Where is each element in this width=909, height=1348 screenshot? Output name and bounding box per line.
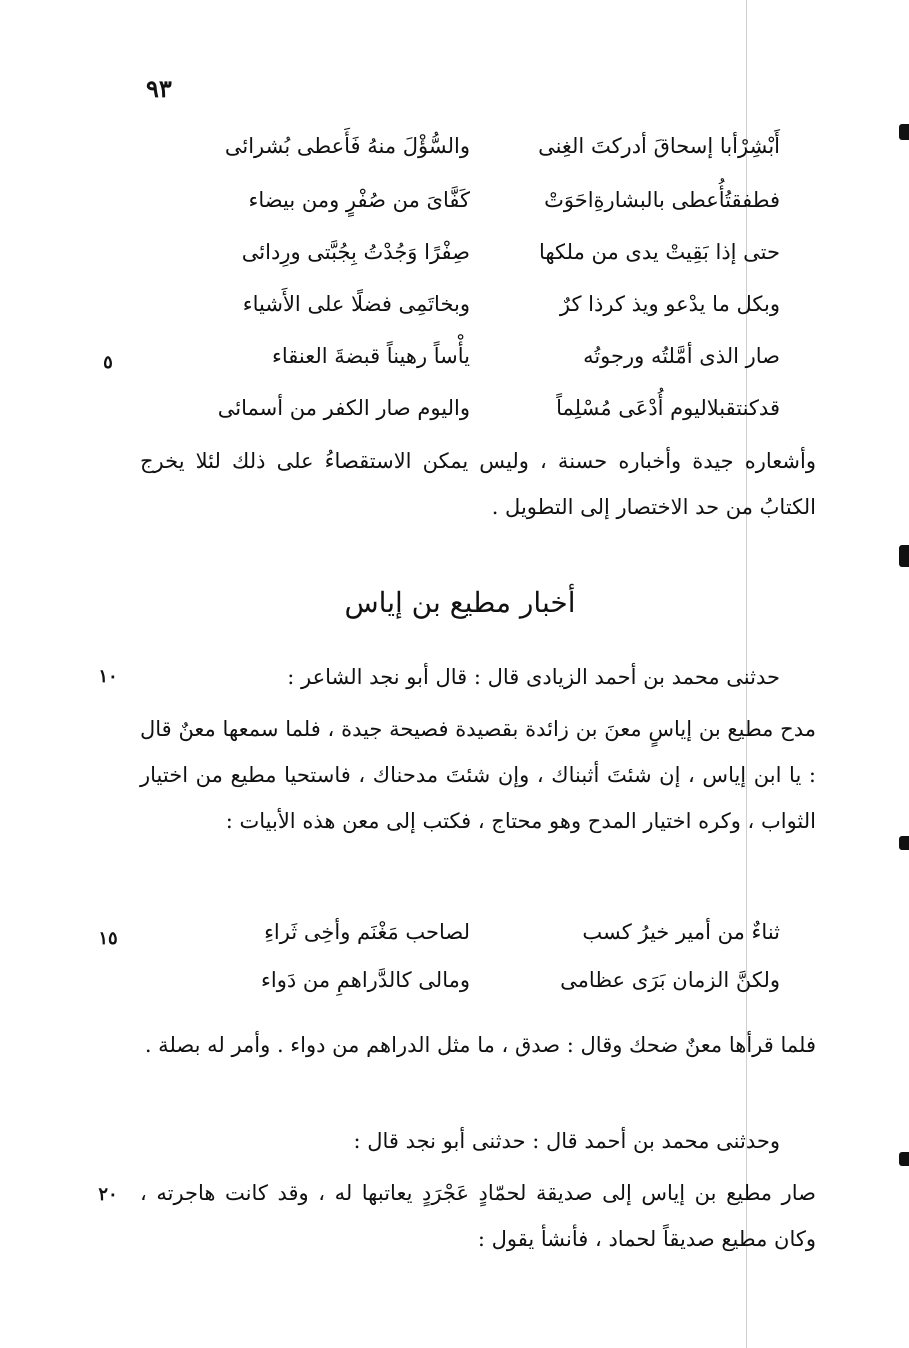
verse-first-hemistich: صار الذى أمَّلتُه ورجوتُه bbox=[583, 344, 780, 368]
verse-second-hemistich: وبخاتَمِى فضلًا على الأَشياء bbox=[242, 292, 470, 316]
verse-line bbox=[180, 396, 780, 436]
verse-line bbox=[180, 134, 780, 174]
verse-line bbox=[180, 292, 780, 332]
prose-paragraph: صار مطيع بن إياس إلى صديقة لحمّادٍ عَجْرَدٍ يعاتبها له ، وقد كانت هاجرته ، وكان مطيع صديقاً لحماد ، فأنشأ يقول : bbox=[140, 1181, 816, 1251]
verse-line bbox=[180, 188, 780, 228]
line-number: ٥ bbox=[103, 352, 113, 373]
line-number: ٢٠ bbox=[98, 1184, 118, 1205]
verse-first-hemistich: حتى إذا بَقِيتْ يدى من ملكها bbox=[538, 240, 780, 264]
section-title: أخبار مطيع بن إياس bbox=[344, 586, 576, 619]
verse-line bbox=[180, 344, 780, 384]
verse-line bbox=[180, 240, 780, 280]
verse-second-hemistich: يأْساً رهيناً قبضةَ العنقاء bbox=[272, 344, 470, 368]
verse-second-hemistich: ومالى كالدَّراهمِ من دَواء bbox=[261, 968, 470, 992]
prose-paragraph: فلما قرأها معنٌ ضحك وقال : صدق ، ما مثل الدراهم من دواء . وأمر له بصلة . bbox=[144, 1033, 816, 1057]
line-number: ١٥ bbox=[98, 928, 118, 949]
edge-blot bbox=[899, 545, 909, 567]
verse-line bbox=[180, 920, 780, 960]
verse-second-hemistich: لصاحب مَغْنَم وأخِى ثَراءِ bbox=[264, 920, 470, 944]
verse-second-hemistich: كَفَّاىَ من صُفْرٍ ومن بيضاء bbox=[248, 188, 470, 212]
verse-first-hemistich: فطفقتُأُعطى بالبشارةِاحَوَتْ bbox=[544, 188, 780, 212]
verse-second-hemistich: صِفْرًا وَجُدْتُ بِجُبَّتى ورِدائى bbox=[241, 240, 470, 264]
verse-first-hemistich: وبكل ما يدْعو ويذ كرذا كرٌ bbox=[559, 292, 780, 316]
verse-first-hemistich: ثناءٌ من أمير خيرُ كسب bbox=[582, 920, 780, 944]
verse-first-hemistich: أَبْشِرْأبا إسحاقَ أدركتَ الغِنى bbox=[538, 134, 780, 158]
edge-blot bbox=[899, 1152, 909, 1166]
page-number: ٩٣ bbox=[146, 74, 172, 103]
verse-second-hemistich: واليوم صار الكفر من أسمائى bbox=[217, 396, 470, 420]
verse-first-hemistich: قدكنتقبلاليوم أُدْعَى مُسْلِماً bbox=[556, 396, 780, 420]
verse-second-hemistich: والسُّؤْلَ منهُ فَأَعطى بُشرائى bbox=[224, 134, 470, 158]
line-number: ١٠ bbox=[98, 666, 118, 687]
verse-first-hemistich: ولكنَّ الزمان بَرَى عظامى bbox=[560, 968, 780, 992]
isnad-line: وحدثنى محمد بن أحمد قال : حدثنى أبو نجد قال : bbox=[353, 1129, 780, 1153]
edge-blot bbox=[899, 124, 909, 140]
prose-paragraph: وأشعاره جيدة وأخباره حسنة ، وليس يمكن الاستقصاءُ على ذلك لئلا يخرج الكتابُ من حد الاختصار إلى التطويل . bbox=[140, 449, 816, 519]
edge-blot bbox=[899, 836, 909, 850]
verse-line bbox=[180, 968, 780, 1008]
prose-paragraph: مدح مطيع بن إياسٍ معنَ بن زائدة بقصيدة فصيحة جيدة ، فلما سمعها معنٌ قال : يا ابن إياس ، إن شئتَ أثبناك ، وإن شئتَ مدحناك ، فاستحيا مطيع من اختيار الثواب ، وكره اختيار المدح وهو محتاج ، فكتب إلى معن هذه الأبيات : bbox=[140, 717, 816, 833]
isnad-line: حدثنى محمد بن أحمد الزيادى قال : قال أبو نجد الشاعر : bbox=[287, 665, 780, 689]
